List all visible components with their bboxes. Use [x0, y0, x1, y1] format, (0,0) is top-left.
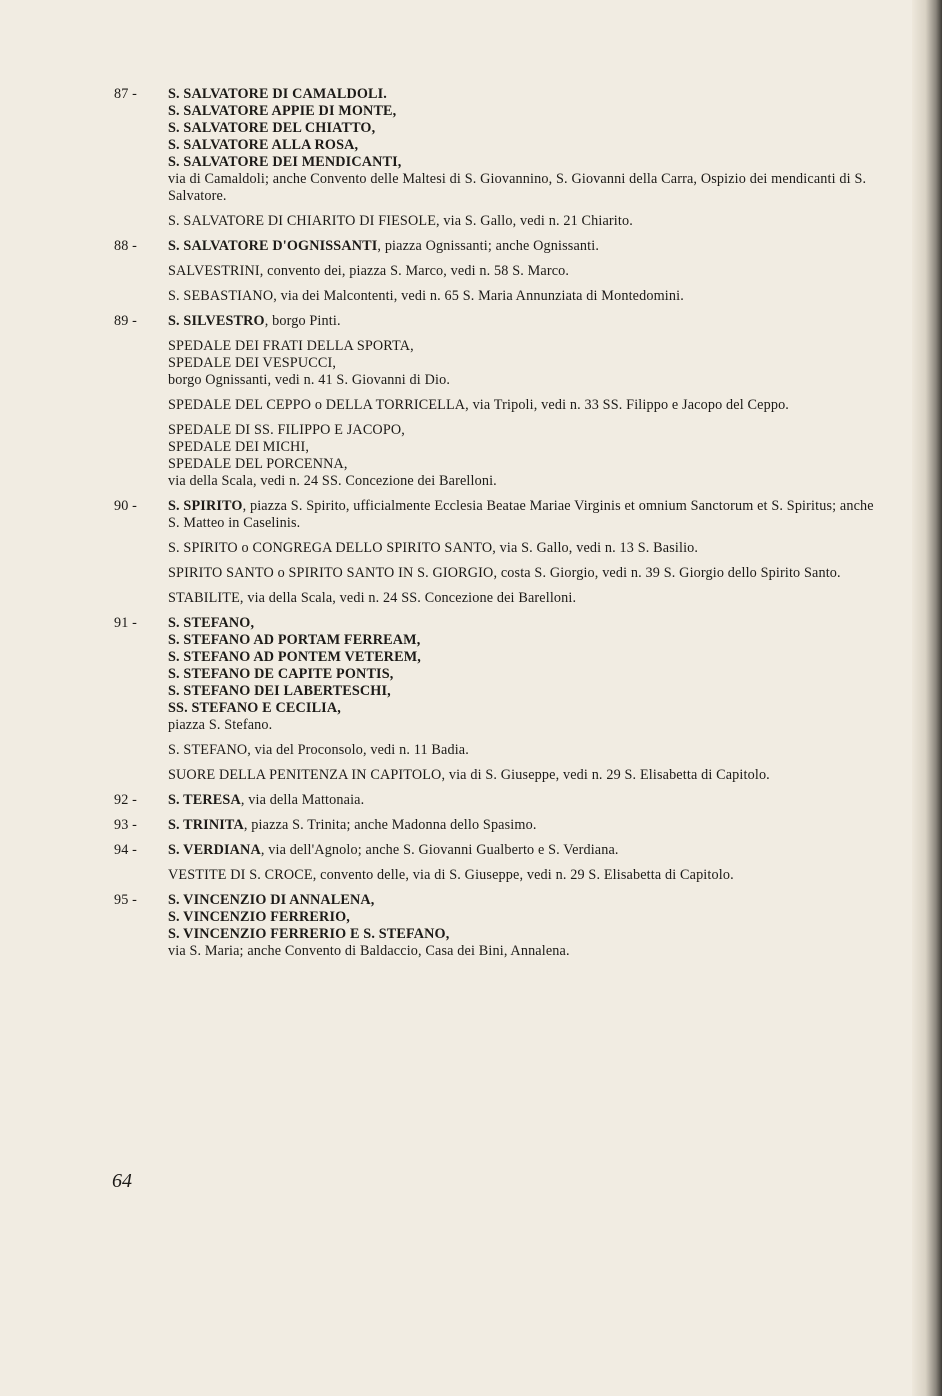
entry-body	[168, 892, 880, 960]
entry-line	[168, 615, 880, 632]
entry-line	[168, 171, 880, 205]
entry-text: SPEDALE DI SS. FILIPPO E JACOPO,	[168, 422, 405, 438]
entry-line	[168, 649, 880, 666]
entry-line	[168, 700, 880, 717]
entry-line	[168, 742, 880, 759]
entry-text: , borgo Pinti.	[264, 313, 341, 329]
entry-line	[168, 338, 880, 355]
church-name: S. SILVESTRO	[168, 313, 265, 329]
index-entry	[110, 540, 880, 557]
entry-body	[168, 540, 880, 557]
entry-text: via di Camaldoli; anche Convento delle Maltesi di S. Giovannino, S. Giovanni della Carra, Ospizio dei mendicanti di S. Salvatore.	[168, 171, 867, 204]
index-entry	[110, 86, 880, 205]
entry-body	[168, 615, 880, 734]
entry-line	[168, 213, 880, 230]
entry-line	[168, 498, 880, 532]
entry-body	[168, 422, 880, 490]
entry-body	[168, 842, 880, 859]
entry-text: SPEDALE DEI FRATI DELLA SPORTA,	[168, 338, 414, 354]
entry-number	[110, 565, 168, 582]
entry-number: 94 -	[114, 842, 138, 858]
entry-text: S. SEBASTIANO, via dei Malcontenti, vedi n. 65 S. Maria Annunziata di Montedomini.	[168, 288, 684, 304]
entry-text: SPEDALE DEI MICHI,	[168, 439, 310, 455]
church-name: S. VINCENZIO DI ANNALENA,	[168, 892, 375, 908]
entry-number	[110, 397, 168, 414]
entry-body	[168, 792, 880, 809]
entry-line	[168, 263, 880, 280]
index-entry	[110, 313, 880, 330]
entry-text: VESTITE DI S. CROCE, convento delle, via di S. Giuseppe, vedi n. 29 S. Elisabetta di Capitolo.	[168, 867, 734, 883]
entry-number: 90 -	[114, 498, 138, 514]
entry-line	[168, 137, 880, 154]
entry-line	[168, 867, 880, 884]
entry-text: piazza S. Stefano.	[168, 717, 273, 733]
index-entry	[110, 397, 880, 414]
entry-body	[168, 498, 880, 532]
entry-text: , piazza Ognissanti; anche Ognissanti.	[377, 238, 600, 254]
entry-line	[168, 590, 880, 607]
index-entry	[110, 867, 880, 884]
entry-body	[168, 338, 880, 389]
entry-line	[168, 540, 880, 557]
entry-line	[168, 767, 880, 784]
church-name: S. SALVATORE DI CAMALDOLI.	[168, 86, 388, 102]
entry-line	[168, 86, 880, 103]
entry-line	[168, 632, 880, 649]
church-name: S. STEFANO DE CAPITE PONTIS,	[168, 666, 394, 682]
index-entry	[110, 288, 880, 305]
entry-body	[168, 817, 880, 834]
index-entry	[110, 817, 880, 834]
index-entry	[110, 338, 880, 389]
index-entry	[110, 892, 880, 960]
entry-line	[168, 892, 880, 909]
index-entry	[110, 767, 880, 784]
entry-line	[168, 439, 880, 456]
entry-body	[168, 263, 880, 280]
entry-body	[168, 86, 880, 205]
index-entry	[110, 498, 880, 532]
entry-number	[110, 288, 168, 305]
entry-number	[110, 742, 168, 759]
entry-text: STABILITE, via della Scala, vedi n. 24 SS. Concezione dei Barelloni.	[168, 590, 577, 606]
entry-number: 88 -	[114, 238, 138, 254]
entry-line	[168, 313, 880, 330]
entry-line	[168, 456, 880, 473]
entry-line	[168, 355, 880, 372]
entry-number	[110, 263, 168, 280]
entry-line	[168, 422, 880, 439]
entry-line	[168, 473, 880, 490]
entry-line	[168, 842, 880, 859]
entry-line	[168, 792, 880, 809]
index-entry	[110, 238, 880, 255]
church-name: S. SALVATORE APPIE DI MONTE,	[168, 103, 397, 119]
entry-line	[168, 372, 880, 389]
entry-text: , via della Mattonaia.	[240, 792, 365, 808]
entry-line	[168, 103, 880, 120]
index-entry	[110, 615, 880, 734]
church-name: S. STEFANO AD PORTAM FERREAM,	[168, 632, 421, 648]
entry-body	[168, 767, 880, 784]
entry-number: 87 -	[114, 86, 138, 102]
entry-body	[168, 742, 880, 759]
index-entry	[110, 742, 880, 759]
index-entries	[110, 86, 880, 968]
entry-line	[168, 565, 880, 582]
index-entry	[110, 213, 880, 230]
entry-number	[110, 338, 168, 389]
church-name: S. TERESA	[168, 792, 241, 808]
entry-body	[168, 565, 880, 582]
entry-body	[168, 590, 880, 607]
entry-text: SALVESTRINI, convento dei, piazza S. Marco, vedi n. 58 S. Marco.	[168, 263, 570, 279]
entry-text: SUORE DELLA PENITENZA IN CAPITOLO, via di S. Giuseppe, vedi n. 29 S. Elisabetta di Capitolo.	[168, 767, 770, 783]
church-name: S. STEFANO AD PONTEM VETEREM,	[168, 649, 421, 665]
index-entry	[110, 842, 880, 859]
entry-body	[168, 313, 880, 330]
entry-number	[110, 540, 168, 557]
entry-number: 89 -	[114, 313, 138, 329]
entry-number: 95 -	[114, 892, 138, 908]
entry-line	[168, 926, 880, 943]
entry-text: , via dell'Agnolo; anche S. Giovanni Gualberto e S. Verdiana.	[260, 842, 619, 858]
entry-line	[168, 288, 880, 305]
church-name: S. VERDIANA	[168, 842, 261, 858]
entry-line	[168, 717, 880, 734]
entry-body	[168, 288, 880, 305]
entry-number	[110, 767, 168, 784]
church-name: SS. STEFANO E CECILIA,	[168, 700, 341, 716]
entry-text: S. STEFANO, via del Proconsolo, vedi n. 11 Badia.	[168, 742, 469, 758]
entry-line	[168, 397, 880, 414]
entry-number	[110, 590, 168, 607]
church-name: S. SPIRITO	[168, 498, 243, 514]
entry-number	[110, 867, 168, 884]
entry-body	[168, 867, 880, 884]
index-entry	[110, 565, 880, 582]
church-name: S. VINCENZIO FERRERIO E S. STEFANO,	[168, 926, 450, 942]
entry-text: via S. Maria; anche Convento di Baldaccio, Casa dei Bini, Annalena.	[168, 943, 570, 959]
entry-number: 91 -	[114, 615, 138, 631]
church-name: S. SALVATORE ALLA ROSA,	[168, 137, 359, 153]
entry-number	[110, 422, 168, 490]
church-name: S. SALVATORE DEI MENDICANTI,	[168, 154, 402, 170]
entry-text: borgo Ognissanti, vedi n. 41 S. Giovanni di Dio.	[168, 372, 451, 388]
entry-line	[168, 943, 880, 960]
church-name: S. VINCENZIO FERRERIO,	[168, 909, 350, 925]
page-edge-shadow	[912, 0, 942, 1396]
entry-text: S. SALVATORE DI CHIARITO DI FIESOLE, via S. Gallo, vedi n. 21 Chiarito.	[168, 213, 633, 229]
church-name: S. SALVATORE D'OGNISSANTI	[168, 238, 378, 254]
entry-text: , piazza S. Trinita; anche Madonna dello Spasimo.	[243, 817, 537, 833]
church-name: S. STEFANO DEI LABERTESCHI,	[168, 683, 391, 699]
page-number: 64	[112, 1170, 132, 1192]
entry-text: via della Scala, vedi n. 24 SS. Concezione dei Barelloni.	[168, 473, 497, 489]
entry-text: SPIRITO SANTO o SPIRITO SANTO IN S. GIORGIO, costa S. Giorgio, vedi n. 39 S. Giorgio dello Spirito Santo.	[168, 565, 841, 581]
entry-line	[168, 666, 880, 683]
entry-line	[168, 120, 880, 137]
entry-number: 92 -	[114, 792, 138, 808]
entry-line	[168, 154, 880, 171]
index-entry	[110, 422, 880, 490]
index-entry	[110, 590, 880, 607]
entry-line	[168, 817, 880, 834]
entry-number: 93 -	[114, 817, 138, 833]
entry-text: SPEDALE DEL CEPPO o DELLA TORRICELLA, via Tripoli, vedi n. 33 SS. Filippo e Jacopo del Ceppo.	[168, 397, 790, 413]
entry-body	[168, 397, 880, 414]
entry-text: SPEDALE DEI VESPUCCI,	[168, 355, 337, 371]
entry-line	[168, 238, 880, 255]
entry-number	[110, 213, 168, 230]
church-name: S. TRINITA	[168, 817, 244, 833]
entry-line	[168, 909, 880, 926]
entry-text: SPEDALE DEL PORCENNA,	[168, 456, 348, 472]
entry-line	[168, 683, 880, 700]
church-name: S. STEFANO,	[168, 615, 255, 631]
entry-body	[168, 238, 880, 255]
index-entry	[110, 263, 880, 280]
entry-text: S. SPIRITO o CONGREGA DELLO SPIRITO SANTO, via S. Gallo, vedi n. 13 S. Basilio.	[168, 540, 699, 556]
index-entry	[110, 792, 880, 809]
entry-body	[168, 213, 880, 230]
entry-text: , piazza S. Spirito, ufficialmente Ecclesia Beatae Mariae Virginis et omnium Sanctorum et S. Spiritus; anche S. Matteo in Caselinis.	[168, 498, 874, 531]
church-name: S. SALVATORE DEL CHIATTO,	[168, 120, 376, 136]
